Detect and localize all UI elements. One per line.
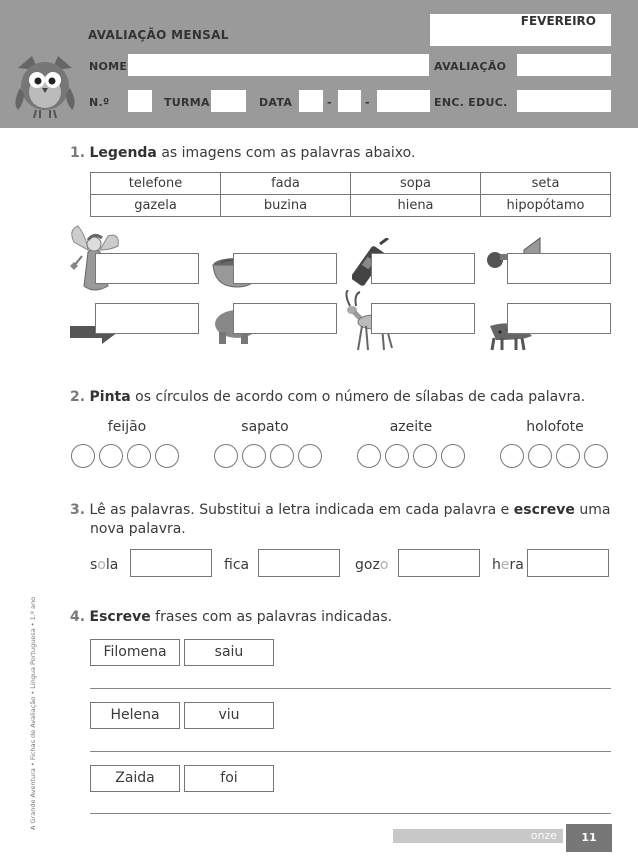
owl-mascot-icon bbox=[10, 48, 80, 120]
answer-box-q3[interactable] bbox=[527, 549, 609, 577]
sidebar-credit: A Grande Aventura • Fichas de Avaliação • Língua Portuguesa • 1.º ano bbox=[29, 596, 37, 830]
question-4 bbox=[70, 608, 392, 627]
field-data-year[interactable] bbox=[377, 90, 430, 112]
header-month: FEVEREIRO bbox=[520, 14, 596, 28]
header-band bbox=[0, 0, 638, 128]
question-3 bbox=[70, 501, 610, 539]
date-dash-1: - bbox=[327, 96, 332, 109]
footer-page-number: 11 bbox=[566, 824, 612, 852]
q3-verb: escreve bbox=[513, 502, 575, 518]
syllable-circle[interactable] bbox=[441, 444, 465, 468]
question-1 bbox=[70, 144, 415, 163]
field-data-day[interactable] bbox=[299, 90, 323, 112]
word-row-2 bbox=[91, 195, 611, 217]
answer-box-hippo[interactable] bbox=[233, 303, 337, 334]
syllable-circle[interactable] bbox=[584, 444, 608, 468]
syllable-circle[interactable] bbox=[357, 444, 381, 468]
syllable-circle[interactable] bbox=[71, 444, 95, 468]
answer-box-q3[interactable] bbox=[398, 549, 480, 577]
syllable-circle[interactable] bbox=[413, 444, 437, 468]
q2-verb: Pinta bbox=[89, 389, 131, 405]
question-2 bbox=[70, 388, 585, 407]
word-box-name: Zaida bbox=[90, 765, 180, 792]
header-title: AVALIAÇÃO MENSAL bbox=[88, 28, 229, 42]
q3-text-a: Lê as palavras. Substitui a letra indicada em cada palavra e bbox=[85, 502, 514, 518]
substitute-word: hera bbox=[492, 557, 524, 573]
word-cell: buzina bbox=[221, 195, 351, 217]
label-numero: N.º bbox=[89, 96, 110, 109]
syllable-circle[interactable] bbox=[528, 444, 552, 468]
syllable-circles-1 bbox=[71, 444, 179, 468]
q2-number: 2. bbox=[70, 389, 86, 405]
field-numero[interactable] bbox=[128, 90, 152, 112]
word-cell: hipopótamo bbox=[481, 195, 611, 217]
word-box-name: Filomena bbox=[90, 639, 180, 666]
answer-box-telephone[interactable] bbox=[371, 253, 475, 284]
syllable-circle[interactable] bbox=[556, 444, 580, 468]
label-enc-educ: ENC. EDUC. bbox=[434, 96, 508, 109]
answer-box-q3[interactable] bbox=[258, 549, 340, 577]
syllable-word: holofote bbox=[526, 419, 584, 435]
q1-text: as imagens com as palavras abaixo. bbox=[156, 145, 416, 161]
syllable-circle[interactable] bbox=[155, 444, 179, 468]
answer-box-fairy[interactable] bbox=[95, 253, 199, 284]
syllable-word: sapato bbox=[241, 419, 289, 435]
syllable-word: azeite bbox=[389, 419, 433, 435]
answer-box-horn[interactable] bbox=[507, 253, 611, 284]
word-table bbox=[90, 172, 611, 217]
q4-text: frases com as palavras indicadas. bbox=[150, 609, 393, 625]
word-box-verb: foi bbox=[184, 765, 274, 792]
syllable-circle[interactable] bbox=[99, 444, 123, 468]
syllable-circle[interactable] bbox=[500, 444, 524, 468]
answer-box-soup[interactable] bbox=[233, 253, 337, 284]
field-enc-educ[interactable] bbox=[517, 90, 611, 112]
word-row-1 bbox=[91, 173, 611, 195]
word-cell: fada bbox=[221, 173, 351, 195]
label-nome: NOME bbox=[89, 60, 128, 73]
field-avaliacao[interactable] bbox=[517, 54, 611, 76]
field-nome[interactable] bbox=[128, 54, 429, 76]
syllable-circle[interactable] bbox=[385, 444, 409, 468]
word-cell: seta bbox=[481, 173, 611, 195]
q4-number: 4. bbox=[70, 609, 86, 625]
label-turma: TURMA bbox=[164, 96, 210, 109]
word-cell: telefone bbox=[91, 173, 221, 195]
answer-box-gazelle[interactable] bbox=[371, 303, 475, 334]
q3-number: 3. bbox=[70, 502, 86, 518]
q1-verb: Legenda bbox=[89, 145, 157, 161]
substitute-word: fca bbox=[224, 557, 250, 573]
syllable-circle[interactable] bbox=[298, 444, 322, 468]
answer-box-q3[interactable] bbox=[130, 549, 212, 577]
q4-verb: Escreve bbox=[89, 609, 151, 625]
word-box-name: Helena bbox=[90, 702, 180, 729]
answer-box-hyena[interactable] bbox=[507, 303, 611, 334]
date-dash-2: - bbox=[365, 96, 370, 109]
q2-text: os círculos de acordo com o número de sílabas de cada palavra. bbox=[130, 389, 586, 405]
syllable-circles-4 bbox=[500, 444, 608, 468]
syllable-circles-2 bbox=[214, 444, 322, 468]
word-cell: hiena bbox=[351, 195, 481, 217]
word-box-verb: viu bbox=[184, 702, 274, 729]
footer-page-word: onze bbox=[393, 829, 563, 843]
substitute-word: sola bbox=[90, 557, 119, 573]
writing-line[interactable] bbox=[90, 813, 611, 814]
syllable-circle[interactable] bbox=[270, 444, 294, 468]
word-box-verb: saiu bbox=[184, 639, 274, 666]
q3-text-b: uma bbox=[574, 502, 611, 518]
word-cell: sopa bbox=[351, 173, 481, 195]
syllable-word: feijão bbox=[107, 419, 147, 435]
writing-line[interactable] bbox=[90, 688, 611, 689]
field-data-month[interactable] bbox=[338, 90, 361, 112]
syllable-circle[interactable] bbox=[242, 444, 266, 468]
syllable-circle[interactable] bbox=[214, 444, 238, 468]
substitute-word: gozo bbox=[355, 557, 389, 573]
writing-line[interactable] bbox=[90, 751, 611, 752]
syllable-circles-3 bbox=[357, 444, 465, 468]
q1-number: 1. bbox=[70, 145, 86, 161]
label-data: DATA bbox=[259, 96, 293, 109]
word-cell: gazela bbox=[91, 195, 221, 217]
q3-text-c: nova palavra. bbox=[90, 521, 186, 537]
syllable-circle[interactable] bbox=[127, 444, 151, 468]
label-avaliacao: AVALIAÇÃO bbox=[434, 60, 507, 73]
answer-box-arrow[interactable] bbox=[95, 303, 199, 334]
field-turma[interactable] bbox=[211, 90, 246, 112]
